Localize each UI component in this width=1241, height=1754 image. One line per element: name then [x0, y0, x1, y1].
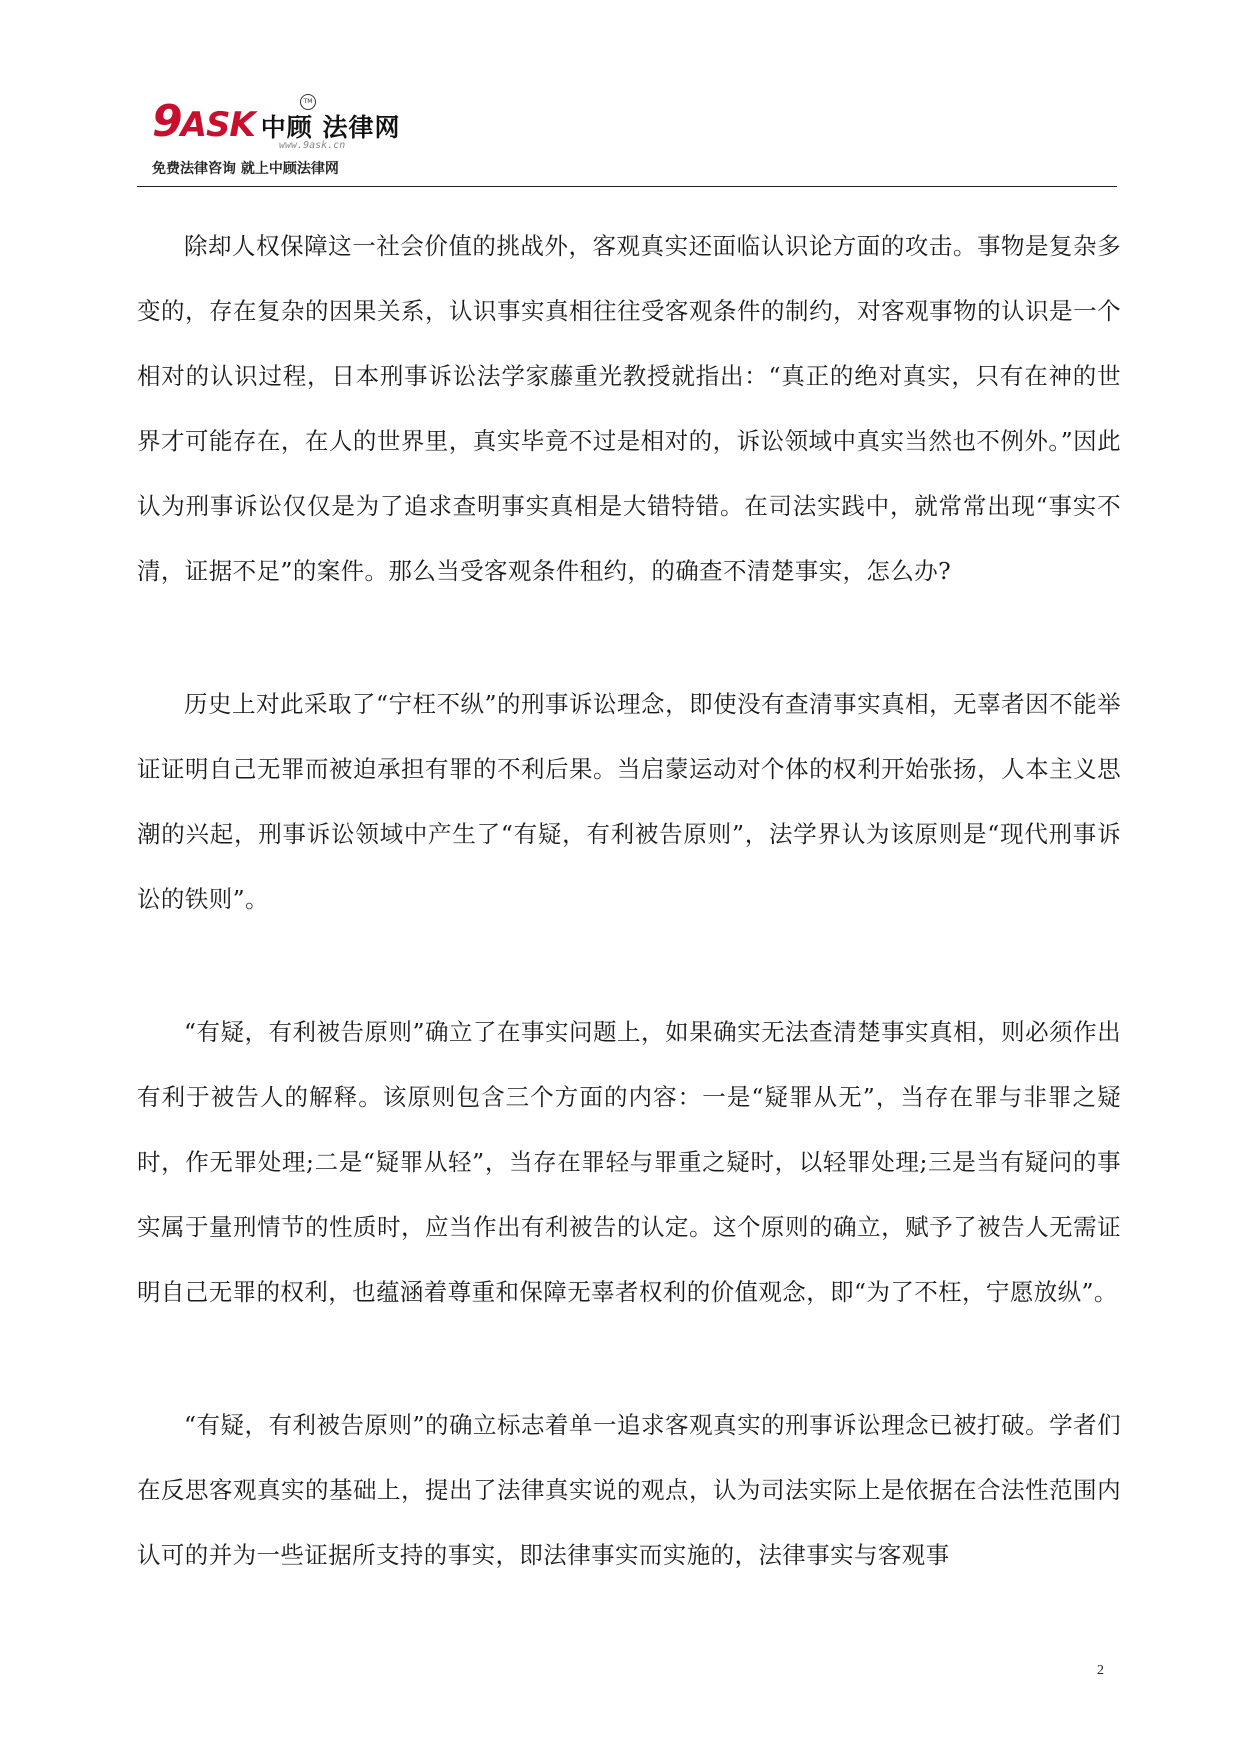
logo-nine: 9 [152, 96, 181, 147]
header-divider [137, 186, 1117, 187]
logo-slogan: 免费法律咨询 就上中顾法律网 [152, 161, 339, 177]
paragraph-4: “有疑，有利被告原则”的确立标志着单一追求客观真实的刑事诉讼理念已被打破。学者们在反思客观真实的基础上，提出了法律真实说的观点，认为司法实际上是依据在合法性范围内认可的并为一些证据所支持的事实，即法律事实而实施的，法律事实与客观事 [137, 1411, 1121, 1569]
document-body [137, 214, 1121, 1656]
logo-chinese-name: 中顾 法律网 [260, 113, 401, 142]
logo-url: www.9ask.cn [279, 140, 346, 151]
paragraph-2: 历史上对此采取了“宁枉不纵”的刑事诉讼理念，即使没有查清事实真相，无辜者因不能举证证明自己无罪而被迫承担有罪的不利后果。当启蒙运动对个体的权利开始张扬，人本主义思潮的兴起，刑事诉讼领域中产生了“有疑，有利被告原则”，法学界认为该原则是“现代刑事诉讼的铁则”。 [137, 690, 1121, 913]
page-number: 2 [1097, 1663, 1104, 1678]
page-header [137, 92, 1117, 188]
9ask-logo [152, 92, 452, 182]
paragraph-1: 除却人权保障这一社会价值的挑战外，客观真实还面临认识论方面的攻击。事物是复杂多变的，存在复杂的因果关系，认识事实真相往往受客观条件的制约，对客观事物的认识是一个相对的认识过程，日本刑事诉讼法学家藤重光教授就指出：“真正的绝对真实，只有在神的世界才可能存在，在人的世界里，真实毕竟不过是相对的，诉讼领域中真实当然也不例外。”因此认为刑事诉讼仅仅是为了追求查明事实真相是大错特错。在司法实践中，就常常出现“事实不清，证据不足”的案件。那么当受客观条件租约，的确查不清楚事实，怎么办? [137, 232, 1121, 585]
logo-ask: ASK [180, 105, 255, 145]
paragraph-3: “有疑，有利被告原则”确立了在事实问题上，如果确实无法查清楚事实真相，则必须作出有利于被告人的解释。该原则包含三个方面的内容：一是“疑罪从无”，当存在罪与非罪之疑时，作无罪处理;二是“疑罪从轻”，当存在罪轻与罪重之疑时，以轻罪处理;三是当有疑问的事实属于量刑情节的性质时，应当作出有利被告的认定。这个原则的确立，赋予了被告人无需证明自己无罪的权利，也蕴涵着尊重和保障无辜者权利的价值观念，即“为了不枉，宁愿放纵”。 [137, 1018, 1121, 1306]
trademark-icon: TM [300, 94, 316, 110]
